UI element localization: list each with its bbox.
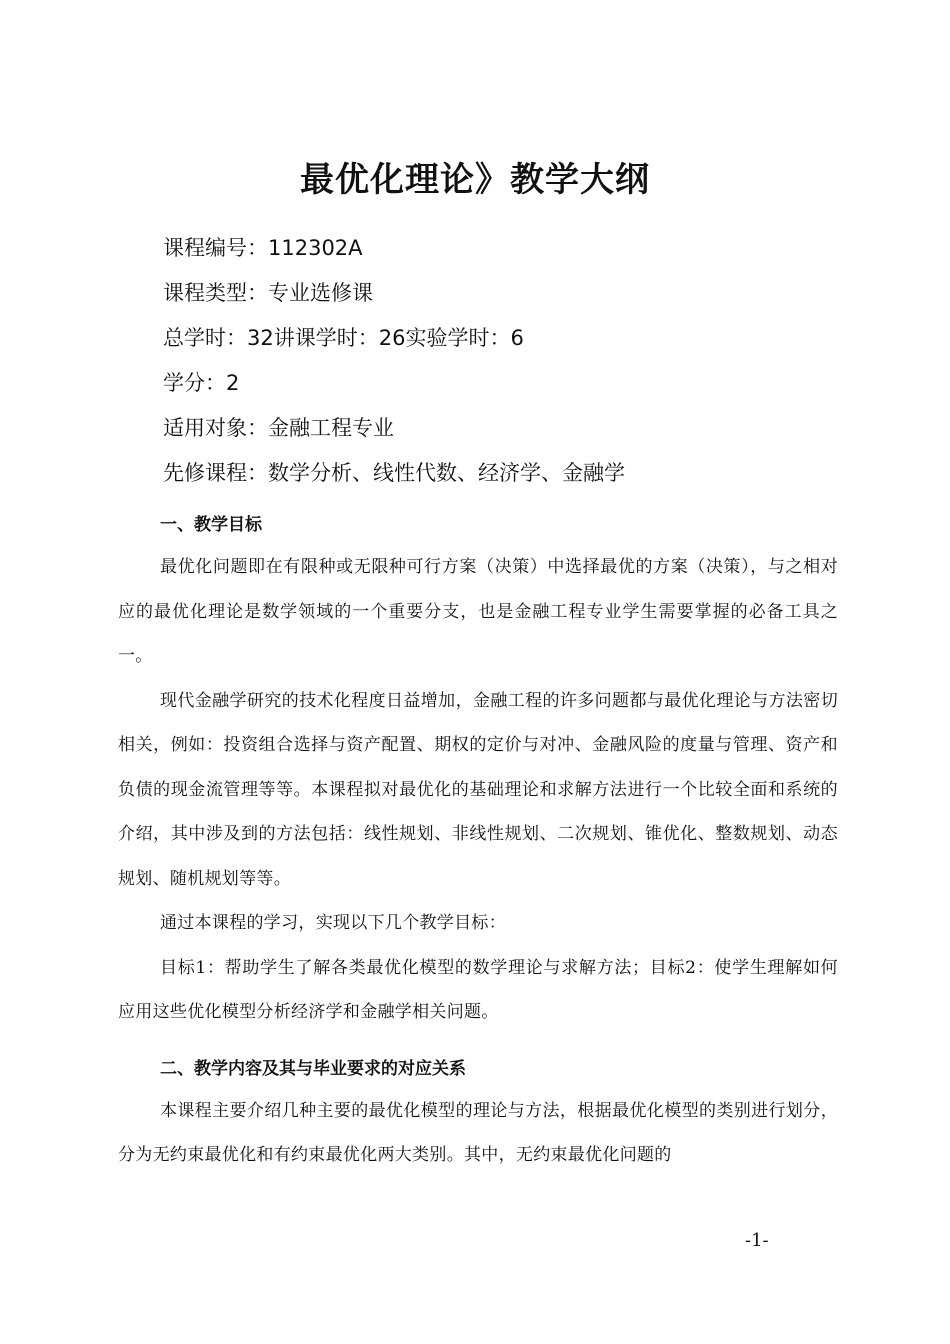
course-credits: 学分：2 [163, 371, 240, 395]
paragraph: 目标1：帮助学生了解各类最优化模型的数学理论与求解方法；目标2：使学生理解如何应用这些优化模型分析经济学和金融学相关问题。 [118, 957, 838, 1022]
document-title: 最优化理论》教学大纲 [300, 160, 650, 200]
paragraph: 最优化问题即在有限种或无限种可行方案（决策）中选择最优的方案（决策），与之相对应的最优化理论是数学领域的一个重要分支，也是金融工程专业学生需要掌握的必备工具之一。 [118, 557, 838, 666]
section-heading-teaching-goals: 一、教学目标 [160, 515, 262, 535]
course-code: 课程编号：112302A [163, 236, 363, 260]
document-body [118, 505, 838, 1178]
section-heading-teaching-content: 二、教学内容及其与毕业要求的对应关系 [160, 1058, 466, 1079]
page-number: -1- [745, 1230, 769, 1251]
course-hours: 总学时：32讲课学时：26实验学时：6 [163, 326, 524, 350]
course-type: 课程类型：专业选修课 [163, 281, 373, 305]
paragraph: 通过本课程的学习，实现以下几个教学目标： [160, 913, 506, 933]
course-prerequisites: 先修课程：数学分析、线性代数、经济学、金融学 [163, 461, 625, 485]
paragraph: 现代金融学研究的技术化程度日益增加，金融工程的许多问题都与最优化理论与方法密切相关，例如：投资组合选择与资产配置、期权的定价与对冲、金融风险的度量与管理、资产和负债的现金流管理等等。本课程拟对最优化的基础理论和求解方法进行一个比较全面和系统的介绍，其中涉及到的方法包括：线性规划、非线性规划、二次规划、锥优化、整数规划、动态规划、随机规划等等。 [118, 690, 838, 889]
course-info [163, 226, 883, 496]
paragraph: 本课程主要介绍几种主要的最优化模型的理论与方法，根据最优化模型的类别进行划分，分为无约束最优化和有约束最优化两大类别。其中，无约束最优化问题的 [118, 1100, 838, 1165]
course-audience: 适用对象：金融工程专业 [163, 416, 394, 440]
